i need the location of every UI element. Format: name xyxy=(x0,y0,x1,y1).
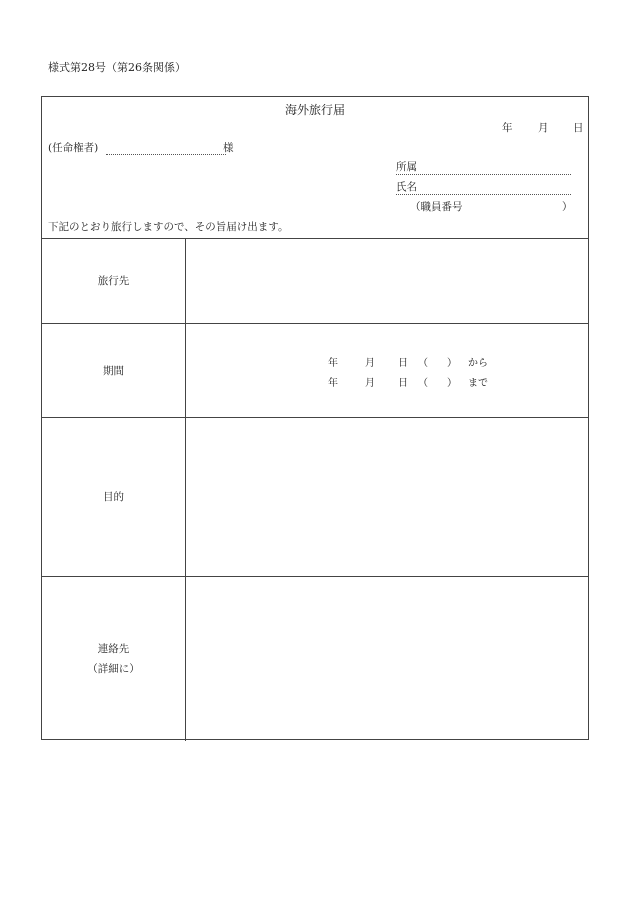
period-end-weekday-open: （ xyxy=(418,378,428,389)
purpose-label: 目的 xyxy=(103,491,124,503)
appointing-authority-field[interactable] xyxy=(106,154,226,155)
period-field[interactable] xyxy=(185,324,588,417)
date-day-label: 日 xyxy=(573,122,584,134)
contact-label: 連絡先 xyxy=(97,643,130,655)
period-end-day: 日 xyxy=(398,378,408,389)
travel-notice-form xyxy=(41,96,589,740)
destination-label-cell xyxy=(42,239,186,323)
period-end-suffix: まで xyxy=(468,378,488,389)
period-label-cell xyxy=(42,324,186,417)
destination-label: 旅行先 xyxy=(97,275,130,287)
contact-row xyxy=(42,577,588,741)
form-title: 海外旅行届 xyxy=(284,103,345,117)
form-number: 様式第28号（第26条関係） xyxy=(48,61,186,74)
contact-field[interactable] xyxy=(185,577,588,741)
employee-number-close: ） xyxy=(562,201,573,213)
destination-row xyxy=(42,239,588,324)
period-start-day: 日 xyxy=(398,358,408,369)
date-year-label: 年 xyxy=(502,122,513,134)
employee-number-label: （職員番号 xyxy=(410,201,463,213)
period-end-month: 月 xyxy=(365,378,375,389)
affiliation-field[interactable] xyxy=(396,174,571,175)
appointing-authority-label: (任命権者) xyxy=(48,142,99,154)
period-end-year: 年 xyxy=(328,378,338,389)
affiliation-label: 所属 xyxy=(396,161,417,173)
purpose-label-cell xyxy=(42,418,186,576)
contact-sublabel: （詳細に） xyxy=(87,663,140,675)
period-start-suffix: から xyxy=(468,358,488,369)
period-start-year: 年 xyxy=(328,358,338,369)
destination-field[interactable] xyxy=(185,239,588,323)
period-start-weekday-open: （ xyxy=(418,358,428,369)
period-start-weekday-close: ） xyxy=(447,358,457,369)
period-end-weekday-close: ） xyxy=(447,378,457,389)
name-label: 氏名 xyxy=(396,181,417,193)
name-field[interactable] xyxy=(396,194,571,195)
statement-text: 下記のとおり旅行しますので、その旨届け出ます。 xyxy=(48,221,289,233)
period-start-month: 月 xyxy=(365,358,375,369)
date-month-label: 月 xyxy=(538,122,549,134)
purpose-field[interactable] xyxy=(185,418,588,576)
period-row xyxy=(42,324,588,418)
purpose-row xyxy=(42,418,588,577)
honorific-label: 様 xyxy=(223,142,234,154)
details-table xyxy=(42,238,588,741)
period-label: 期間 xyxy=(103,364,124,377)
contact-label-cell xyxy=(42,577,186,741)
